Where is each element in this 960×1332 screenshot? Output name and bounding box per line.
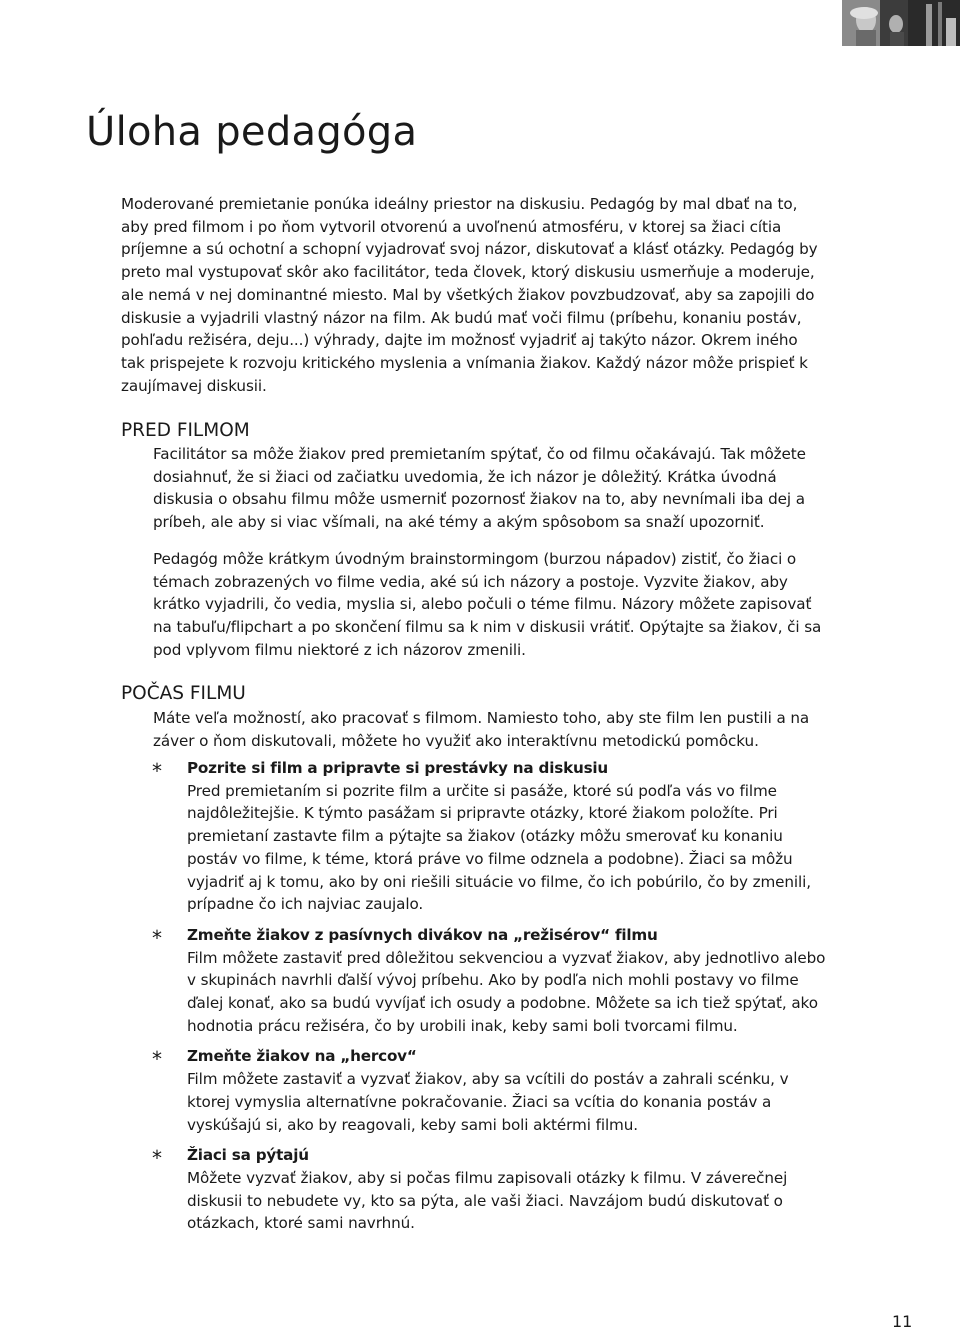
- list-item-title: Žiaci sa pýtajú: [187, 1146, 309, 1165]
- list-item: [121, 1045, 831, 1136]
- asterisk-bullet-icon: *: [152, 759, 162, 783]
- list-item-text: Film môžete zastaviť pred dôležitou sekvenciou a vyzvať žiakov, aby jednotlivo alebo v skupinách navrhli ďalší vývoj príbehu. Ako by podľa nich mohli postavy vo filme ďalej konať, ako sa budú vyvíjať ich osudy a podobne. Môžete sa ich tiež spýtať, ako hodnotia prácu režiséra, čo by urobili inak, keby sami boli tvorcami filmu.: [187, 948, 826, 1035]
- page-number: 11: [892, 1312, 913, 1331]
- intro-paragraph: Moderované premietanie ponúka ideálny priestor na diskusiu. Pedagóg by mal dbať na to, aby pred filmom i po ňom vytvoril otvorenú a uvoľnenú atmosféru, v ktorej sa žiaci cítia príjemne a sú ochotní a schopní vyjadrovať svoj názor, diskutovať a klásť otázky. Pedagóg by preto mal vystupovať skôr ako facilitátor, teda človek, ktorý diskusiu usmerňuje a moderuje, ale nemá v nej dominantné miesto. Mal by všetkých žiakov povzbudzovať, aby sa zapojili do diskusie a vyjadrili vlastný názor na film. Ak budú mať voči filmu (príbehu, konaniu postáv, pohľadu režiséra, deju...) výhrady, dajte im možnosť vyjadriť aj takýto názor. Okrem iného tak prispejete k rozvoju kritického myslenia a vnímania žiakov. Každý názor môže prispieť k zaujímavej diskusii.: [121, 195, 818, 395]
- asterisk-bullet-icon: *: [152, 1047, 162, 1072]
- pocas-filmu-paragraph: Máte veľa možností, ako pracovať s filmom. Namiesto toho, aby ste film len pustili a na záver o ňom diskutovali, môžete ho využiť ako interaktívnu metodickú pomôcku.: [153, 709, 810, 750]
- page-title: Úloha pedagóga: [86, 109, 418, 155]
- pred-filmom-paragraph-2: Pedagóg môže krátkym úvodným brainstormingom (burzou nápadov) zistiť, čo žiaci o témach zobrazených vo filme vedia, aké sú ich názory a postoje. Vyzvite žiakov, aby krátko vyjadrili, čo vedia, myslia si, alebo počuli o téme filmu. Názory môžete zapisovať na tabuľu/flipchart a po skončení filmu sa k nim v diskusii vrátiť. Opýtajte sa žiakov, či sa pod vplyvom filmu niektoré z ich názorov zmenili.: [153, 550, 822, 659]
- list-item-text: Môžete vyzvať žiakov, aby si počas filmu zapisovali otázky k filmu. V záverečnej diskusii to nebudete vy, kto sa pýta, ale vaši žiaci. Navzájom budú diskutovať o otázkach, ktoré sami navrhnú.: [187, 1168, 788, 1233]
- list-item-text: Pred premietaním si pozrite film a určite si pasáže, ktoré sú podľa vás vo filme najdôležitejšie. K týmto pasážam si pripravte otázky, ktoré žiakom položíte. Pri premietaní zastavte film a pýtajte sa žiakov (otázky môžu smerovať ku konaniu postáv vo filme, k téme, ktorá práve vo filme odznela a podobne). Žiaci sa môžu vyjadriť aj k tomu, ako by oni riešili situácie vo filme, čo ich pobúrilo, čo by zmenili, prípadne čo ich najviac zaujalo.: [187, 781, 812, 914]
- list-item-title: Zmeňte žiakov na „hercov“: [187, 1047, 417, 1066]
- list-item-text: Film môžete zastaviť a vyzvať žiakov, aby sa vcítili do postáv a zahrali scénku, v ktorej vymyslia alternatívne pokračovanie. Žiaci sa vcítia do konania postáv a vyskúšajú si, ako by reagovali, keby sami boli aktérmi filmu.: [187, 1070, 789, 1134]
- section-heading-pocas-filmu: POČAS FILMU: [121, 683, 246, 704]
- section-heading-pred-filmom: PRED FILMOM: [121, 420, 250, 441]
- film-still-image: [842, 0, 960, 46]
- corner-photo-thumbnail: [842, 0, 960, 46]
- activity-list: [121, 757, 831, 1243]
- list-item-title: Zmeňte žiakov z pasívnych divákov na „režisérov“ filmu: [187, 925, 658, 944]
- list-item: [121, 1144, 831, 1235]
- list-item: [121, 757, 831, 916]
- pred-filmom-paragraph-1: Facilitátor sa môže žiakov pred premietaním spýtať, čo od filmu očakávajú. Tak môžete dosiahnuť, že si žiaci od začiatku uvedomia, že ich názor je dôležitý. Krátka úvodná diskusia o obsahu filmu môže usmerniť pozornosť žiakov na to, aby nevnímali iba dej a príbeh, ale aby si viac všímali, na aké témy a akým spôsobom sa snaží upozorniť.: [153, 445, 806, 532]
- list-item: [121, 924, 831, 1038]
- asterisk-bullet-icon: *: [152, 1146, 162, 1171]
- asterisk-bullet-icon: *: [152, 925, 162, 950]
- list-item-title: Pozrite si film a pripravte si prestávky na diskusiu: [187, 759, 609, 777]
